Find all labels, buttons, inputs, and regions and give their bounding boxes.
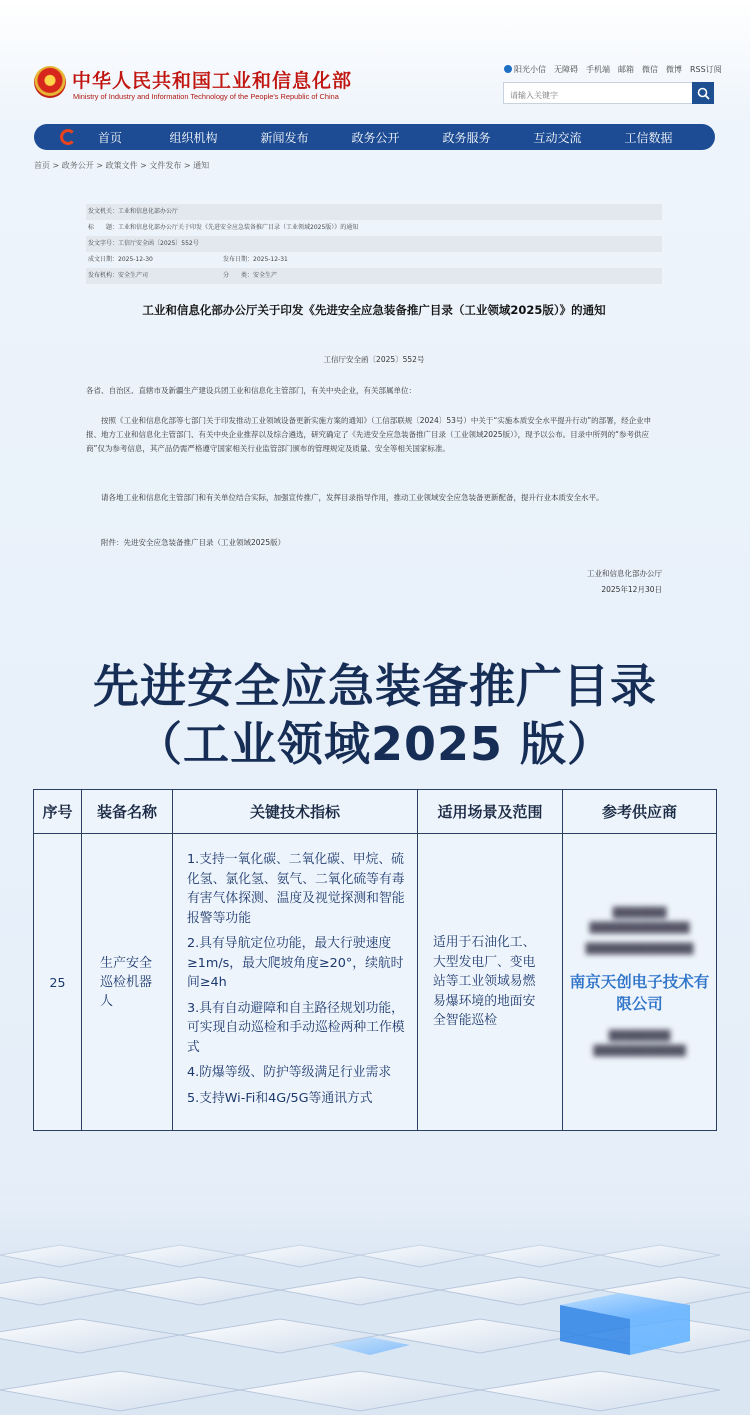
row-suppliers: [563, 834, 717, 1131]
catalog-title-line1: 先进安全应急装备推广目录: [93, 659, 657, 713]
row-scene: [418, 834, 563, 1131]
search-input[interactable]: [504, 86, 692, 106]
meta-publish-date: 发布日期：2025-12-31: [223, 256, 288, 263]
quick-link-weibo[interactable]: 微博: [666, 65, 682, 74]
quick-links: [504, 64, 722, 75]
breadcrumb[interactable]: 首页 > 政务公开 > 政策文件 > 文件发布 > 通知: [34, 161, 210, 170]
meta-issuer: 发文机关：工业和信息化部办公厅: [86, 204, 662, 220]
quick-link-rss[interactable]: RSS订阅: [690, 65, 722, 74]
quick-link-wechat[interactable]: 微信: [642, 65, 658, 74]
doc-title: 工业和信息化部办公厅关于印发《先进安全应急装备推广目录（工业领域2025版）》的通知: [142, 303, 606, 317]
quick-link-accessibility[interactable]: 无障碍: [554, 65, 578, 74]
ministry-logo-icon: [60, 129, 76, 145]
search-button[interactable]: [692, 82, 714, 104]
search-icon: [697, 87, 710, 100]
spec-item: 4.防爆等级、防护等级满足行业需求: [187, 1065, 392, 1080]
meta-title: 标 题：工业和信息化部办公厅关于印发《先进安全应急装备推广目录（工业领域2025版）》的通知: [88, 224, 359, 231]
row-no: 25: [34, 834, 82, 1131]
scene-text: 适用于石油化工、大型发电厂、变电站等工业领域易燃易爆环境的地面安全智能巡检: [433, 935, 536, 1029]
blurred-supplier-2: ██████████████: [585, 943, 694, 955]
quick-link-mobile[interactable]: 手机端: [586, 65, 610, 74]
nav-government-services[interactable]: 政务服务: [442, 130, 491, 145]
header-specs: 关键技术指标: [173, 790, 418, 834]
spec-item: 3.具有自动避障和自主路径规划功能，可实现自动巡检和手动巡检两种工作模式: [187, 1000, 405, 1055]
spec-item: 5.支持Wi-Fi和4G/5G等通讯方式: [187, 1090, 373, 1106]
catalog-table: [33, 789, 717, 1131]
quick-link-sunshine[interactable]: 阳光小信: [504, 64, 546, 75]
row-equipment-name: 生产安全巡检机器人: [82, 834, 173, 1131]
doc-greeting: 各省、自治区、直辖市及新疆生产建设兵团工业和信息化主管部门，有关中央企业，有关部属单位：: [86, 386, 416, 395]
meta-doc-no: 发文字号：工信厅安全函〔2025〕552号: [86, 236, 662, 252]
table-header-row: [34, 790, 717, 834]
doc-meta-table: [86, 204, 662, 284]
row-specs: [173, 834, 418, 1131]
nav-organization[interactable]: 组织机构: [169, 130, 218, 145]
header-no: 序号: [34, 790, 82, 834]
cube-pattern-image: [0, 1195, 750, 1415]
decorative-cube-background: [0, 1195, 750, 1415]
nav-interaction[interactable]: 互动交流: [533, 130, 582, 145]
spec-item: 2.具有导航定位功能，最大行驶速度≥1m/s，最大爬坡角度≥20°，续航时间≥4h: [187, 936, 404, 990]
blurred-supplier-3: ████████ ████████████: [593, 1030, 686, 1057]
meta-category: 分 类：安全生产: [223, 272, 278, 279]
doc-attachment[interactable]: 附件：先进安全应急装备推广目录（工业领域2025版）: [86, 538, 286, 547]
site-name-en: Ministry of Industry and Information Technology of the People's Republic of China: [73, 92, 339, 101]
doc-sign-org: 工业和信息化部办公厅: [587, 569, 662, 578]
spec-list: [173, 850, 417, 1108]
national-emblem-icon: [34, 66, 66, 98]
blurred-supplier-1: ███████ █████████████: [589, 907, 690, 934]
supplier-highlight: 南京天创电子技术有限公司: [569, 972, 710, 1013]
meta-dates: [86, 252, 662, 268]
sunshine-icon: [504, 65, 512, 73]
doc-number: 工信厅安全函〔2025〕552号: [323, 355, 425, 364]
nav-home[interactable]: 首页: [97, 130, 122, 145]
nav-government-affairs[interactable]: 政务公开: [351, 130, 400, 145]
doc-paragraph-1: 按照《工业和信息化部等七部门关于印发推动工业领域设备更新实施方案的通知》（工信部联规〔2024〕53号）中关于“实施本质安全水平提升行动”的部署，经企业申报、地方工业和信息化主管部门、有关中央企业推荐以及综合遴选，研究确定了《先进安全应急装备推广目录（工业领域2025版）》，现予以公布。目录中所列的“参考供应商”仅为参考信息，其产品仍需严格遵守国家相关行业监管部门颁布的管理规定及质量、安全等相关国家标准。: [86, 416, 652, 453]
search-box: [503, 82, 714, 104]
header-name: 装备名称: [82, 790, 173, 834]
quick-link-mail[interactable]: 邮箱: [618, 65, 634, 74]
header-supplier: 参考供应商: [563, 790, 717, 834]
table-row: [34, 834, 717, 1131]
spec-item: 1.支持一氧化碳、二氧化碳、甲烷、硫化氢、氯化氢、氨气、二氧化硫等有毒有害气体探测、温度及视觉探测和智能报警等功能: [187, 852, 405, 926]
catalog-title-line2: （工业领域2025 版）: [135, 717, 615, 771]
doc-paragraph-2: 请各地工业和信息化主管部门和有关单位结合实际，加强宣传推广，发挥目录指导作用，推动工业领域安全应急装备更新配备，提升行业本质安全水平。: [86, 493, 604, 502]
meta-publisher-row: [86, 268, 662, 284]
nav-news[interactable]: 新闻发布: [260, 130, 309, 145]
site-header: [0, 0, 750, 120]
doc-sign-date: 2025年12月30日: [601, 585, 662, 594]
site-name[interactable]: 中华人民共和国工业和信息化部: [72, 70, 353, 92]
header-scene: 适用场景及范围: [418, 790, 563, 834]
main-nav: [34, 124, 715, 150]
meta-written-date: 成文日期：2025-12-30: [88, 256, 153, 263]
meta-publisher: 发布机构：安全生产司: [88, 272, 149, 279]
nav-data[interactable]: 工信数据: [624, 130, 673, 145]
